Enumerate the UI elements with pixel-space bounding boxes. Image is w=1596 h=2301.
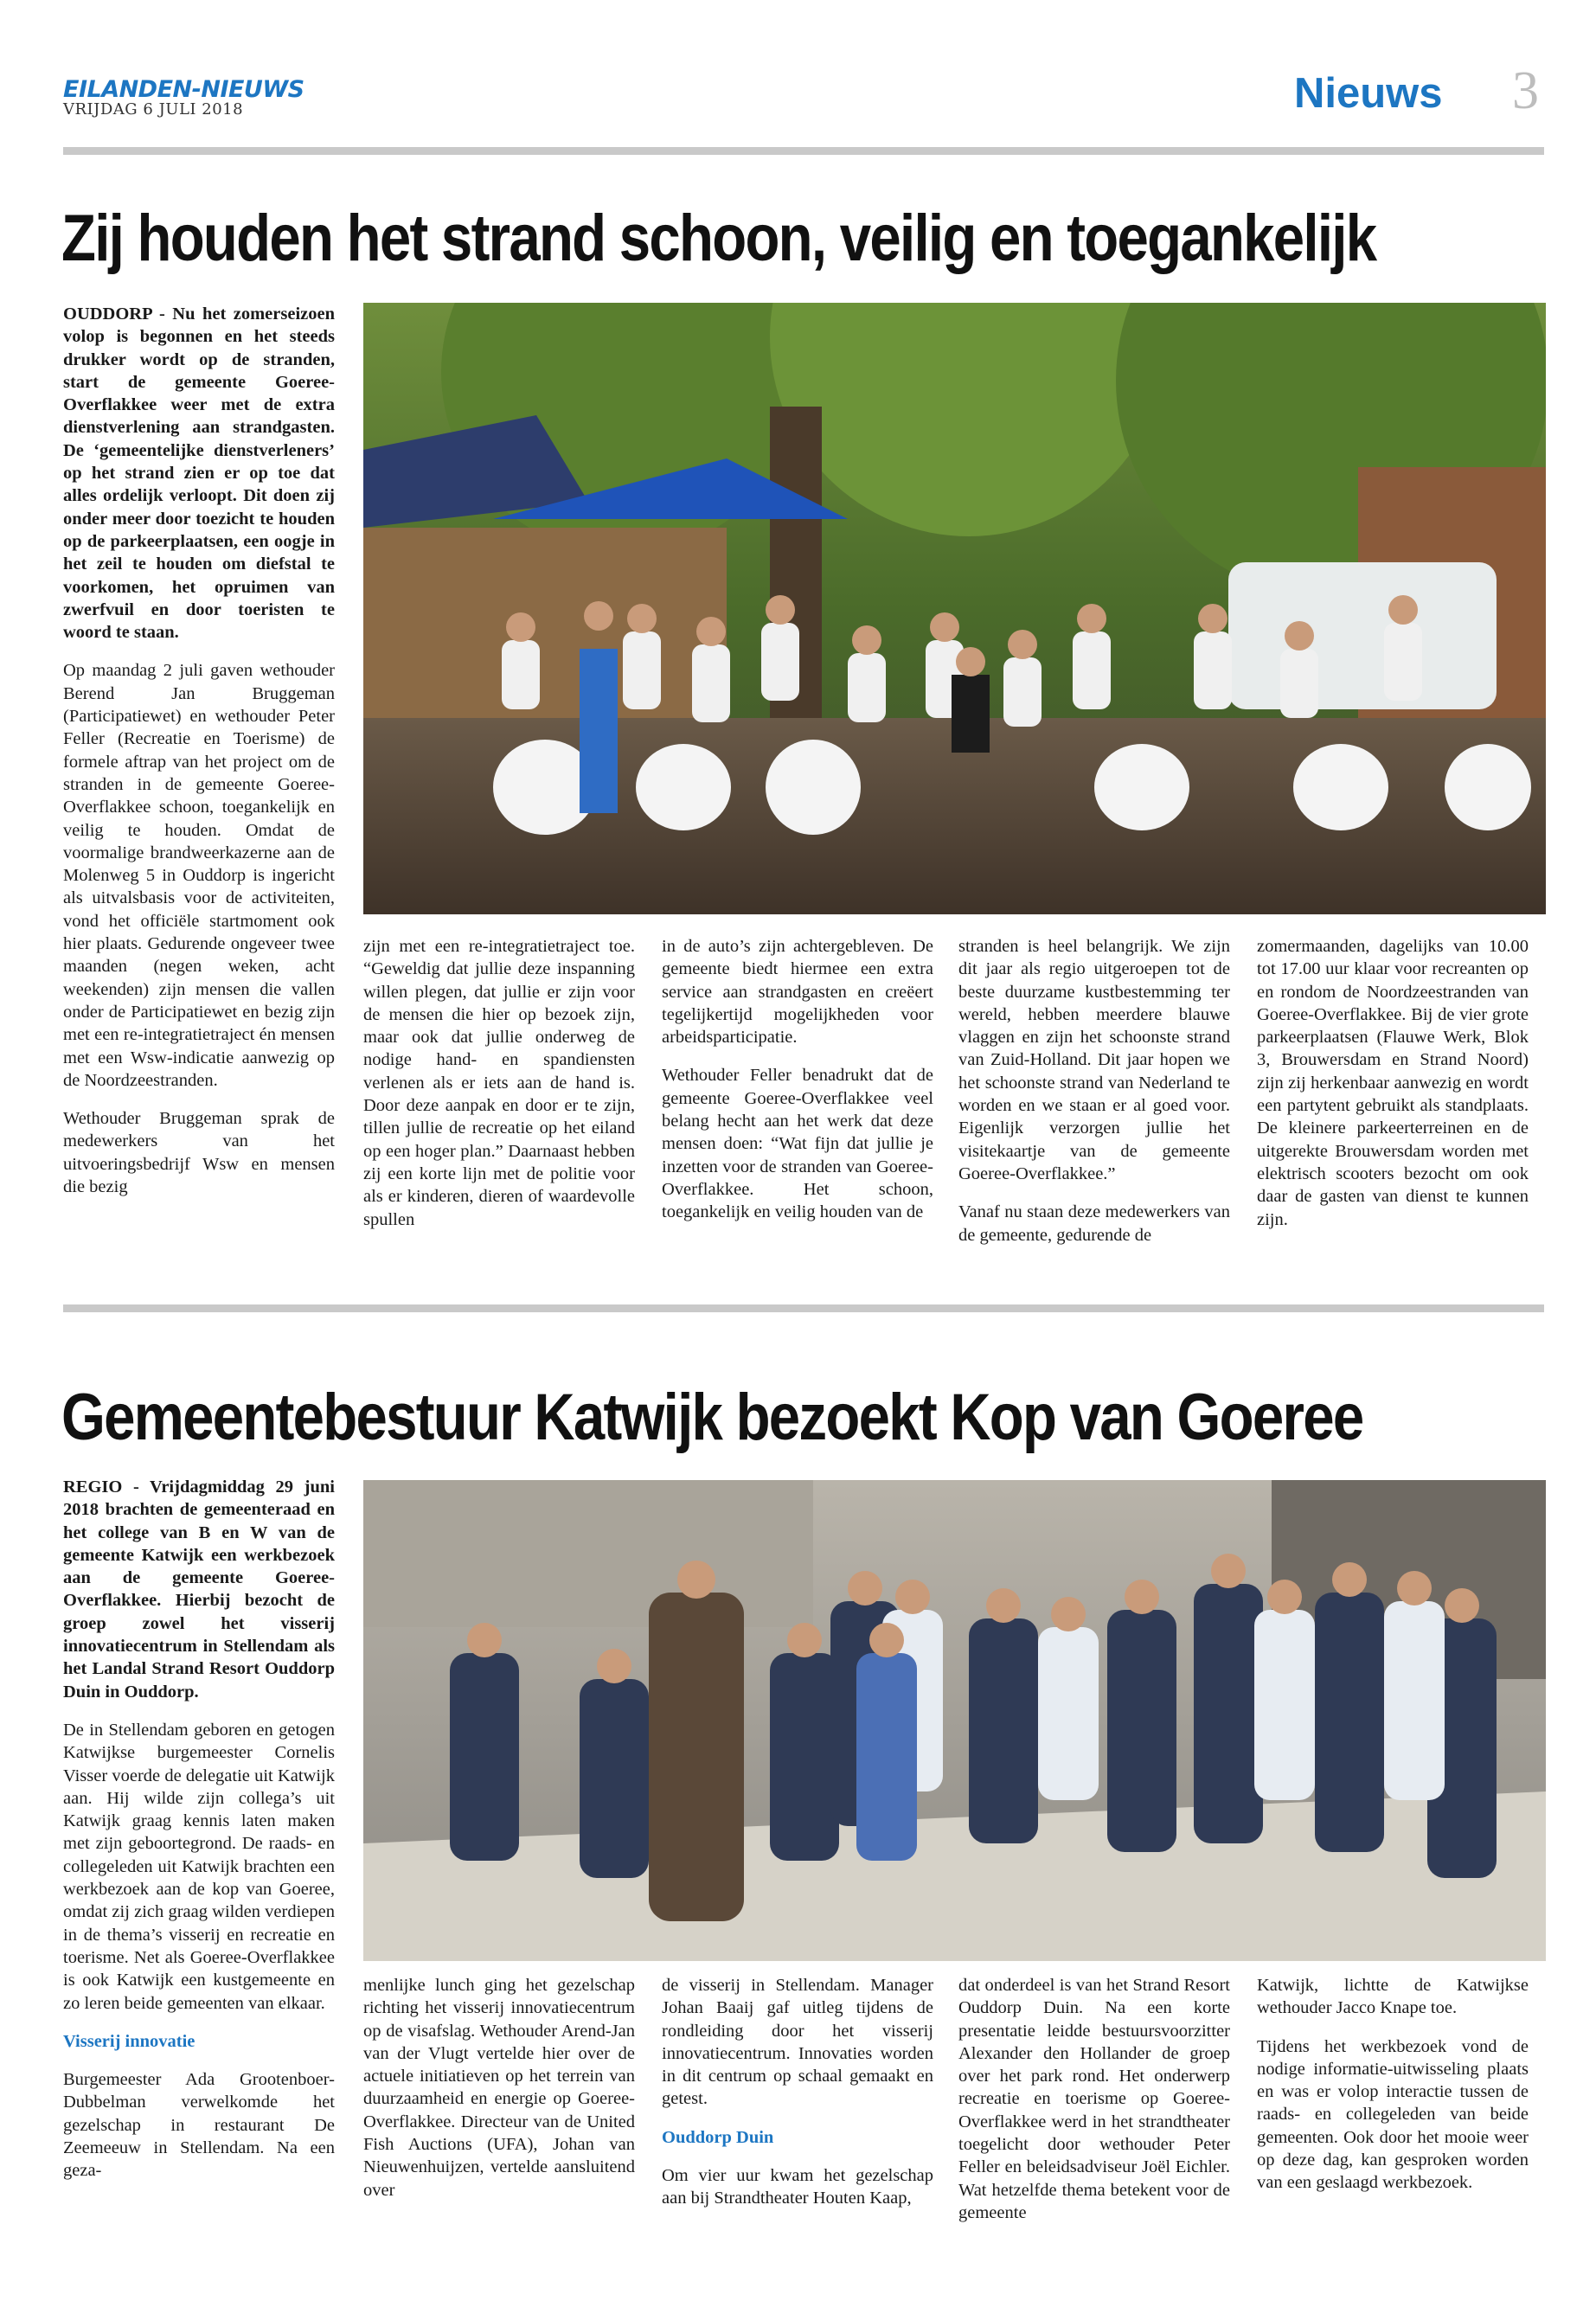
article2-column-3 — [662, 1974, 933, 2226]
top-rule — [63, 147, 1544, 155]
article1-headline: Zij houden het strand schoon, veilig en toegankelijk — [61, 202, 1376, 275]
article2-paragraph: de visserij in Stellendam. Manager Johan Baaij gaf uitleg tijdens de rondleiding door het visserij innovatiecentrum. Innovaties worden in dit centrum op schaal gemaakt en getest. — [662, 1976, 933, 2109]
article1-column-2 — [363, 935, 635, 1247]
article2-lead: REGIO - Vrijdagmiddag 29 juni 2018 brachten de gemeenteraad en het college van B en W van de gemeente Katwijk een werkbezoek aan de gemeente Goeree-Overflakkee. Hierbij bezocht de groep zowel het visserij innovatiecentrum in Stellendam als het Landal Strand Resort Ouddorp Duin in Ouddorp. — [63, 1477, 335, 1702]
article2-headline: Gemeentebestuur Katwijk bezoekt Kop van Goeree — [61, 1381, 1363, 1454]
article2-column-5 — [1257, 1974, 1529, 2210]
article2-paragraph: Burgemeester Ada Grootenboer-Dubbelman verwelkomde het gezelschap in restaurant De Zeemeeuw in Stellendam. Na een geza- — [63, 2070, 335, 2181]
scooter-team-photo — [363, 303, 1546, 914]
article1-column-3 — [662, 935, 933, 1240]
article1-paragraph: zijn met een re-integratietraject toe. “Geweldig dat jullie deze inspanning willen plegen, dat jullie er zijn voor de mensen die hier op bezoek zijn, maar ook dat jullie onderweg de nodige hand- en spandiensten verlenen als er iets aan de hand is. Door deze aanpak en door er te zijn, tillen jullie de recreatie op het eiland op een hoger plan.” Daarnaast hebben zij een korte lijn met de politie voor als er kinderen, dieren of waardevolle spullen — [363, 937, 635, 1229]
article1-column-5 — [1257, 935, 1529, 1247]
article2-photo — [363, 1480, 1546, 1961]
article2-paragraph: Om vier uur kwam het gezelschap aan bij Strandtheater Houten Kaap, — [662, 2166, 933, 2208]
article2-paragraph: dat onderdeel is van het Strand Resort Ouddorp Duin. Na een korte presentatie leidde bestuursvoorzitter Alexander den Hollander de groep over het park rond. Het onderwerp recreatie en toerisme op Goeree-Overflakkee werd in het strandtheater toegelicht door wethouder Peter Feller en beleidsadviseur Joël Eichler. Wat hetzelfde thema betekent voor de gemeente — [958, 1976, 1230, 2222]
article2-column-1 — [63, 1476, 335, 2198]
article2-column-4 — [958, 1974, 1230, 2240]
article2-paragraph: Katwijk, lichtte de Katwijkse wethouder Jacco Knape toe. — [1257, 1976, 1529, 2018]
article1-paragraph: Op maandag 2 juli gaven wethouder Berend Jan Bruggeman (Participatiewet) en wethouder Peter Feller (Recreatie en Toerisme) de formele aftrap van het project om de stranden in de gemeente Goeree-Overflakkee schoon, toegankelijk en veilig te houden. Omdat de voormalige brandweerkazerne aan de Molenweg 5 in Ouddorp is ingericht als uitvalsbasis voor de activiteiten, vond het officiële startmoment ook hier plaats. Gedurende ongeveer twee maanden (negen weken, acht weekenden) zijn mensen die vallen onder de Participatiewet en bezig zijn met een re-integratietraject én mensen met een Wsw-indicatie aanwezig op de Noordzeestranden. — [63, 661, 335, 1090]
article2-subheading: Ouddorp Duin — [662, 2127, 774, 2147]
section-rule — [63, 1304, 1544, 1312]
article1-paragraph: stranden is heel belangrijk. We zijn dit jaar als regio uitgeroepen tot de beste duurzame kustbestemming ter wereld, hebben meerdere blauwe vlaggen en zijn het schoonste strand van Zuid-Holland. Dit jaar hopen we het schoonste strand van Nederland te worden en we staan er al goed voor. Eigenlijk verzorgen jullie het visitekaartje van de gemeente Goeree-Overflakkee.” — [958, 937, 1230, 1183]
article1-lead: OUDDORP - Nu het zomerseizoen volop is begonnen en het steeds drukker wordt op de stranden, start de gemeente Goeree-Overflakkee weer met de extra dienstverlening aan strandgasten. De ‘gemeentelijke dienstverleners’ op het strand zien er op toe dat alles ordelijk verloopt. Dit doen zij onder meer door toezicht te houden op de parkeerplaatsen, een oogje in het zeil te houden om diefstal te voorkomen, het opruimen van zwerfvuil en door toeristen te woord te staan. — [63, 304, 335, 643]
article2-paragraph: menlijke lunch ging het gezelschap richting het visserij innovatiecentrum op de visafslag. Wethouder Arend-Jan van der Vlugt vertelde hier over de actuele initiatieven op het terrein van duurzaamheid en energie op Goeree-Overflakkee. Directeur van de United Fish Auctions (UFA), Johan van Nieuwenhuijzen, vertelde aansluitend over — [363, 1976, 635, 2200]
article1-column-1 — [63, 303, 335, 1214]
article1-paragraph: zomermaanden, dagelijks van 10.00 tot 17.00 uur klaar voor recreanten op en rondom de Noordzeestranden van Goeree-Overflakkee. Bij de vier grote parkeerplaatsen (Flauwe Werk, Blok 3, Brouwersdam en Strand Noord) zijn zij herkenbaar aanwezig en wordt een partytent gebruikt als standplaats. De kleinere parkeerterreinen en de uitgerekte Brouwersdam worden met elektrisch scooters bezocht om ook daar de gasten van dienst te kunnen zijn. — [1257, 937, 1529, 1229]
article1-paragraph: Wethouder Feller benadrukt dat de gemeente Goeree-Overflakkee veel belang hecht aan het werk dat deze mensen doen: “Wat fijn dat jullie je inzetten voor de stranden van Goeree-Overflakkee. Het schoon, toegankelijk en veilig houden van de — [662, 1066, 933, 1222]
delegation-group-photo — [363, 1480, 1546, 1961]
article2-paragraph: De in Stellendam geboren en getogen Katwijkse burgemeester Cornelis Visser voerde de delegatie uit Katwijk aan. Hij wilde zijn collega’s uit Katwijk graag kennis laten maken met zijn geboortegrond. De raads- en collegeleden uit Katwijk brachten een werkbezoek aan de kop van Goeree, omdat zij zich graag wilden verdiepen in de thema’s visserij en recreatie en toerisme. Net als Goeree-Overflakkee is ook Katwijk een kustgemeente en zo leren beide gemeenten van elkaar. — [63, 1720, 335, 2013]
masthead-logo: EILANDEN-NIEUWS — [63, 76, 304, 103]
issue-date: VRIJDAG 6 JULI 2018 — [63, 100, 244, 119]
article2-subheading: Visserij innovatie — [63, 2031, 195, 2051]
article1-paragraph: Vanaf nu staan deze medewerkers van de gemeente, gedurende de — [958, 1202, 1230, 1245]
article1-paragraph: in de auto’s zijn achtergebleven. De gemeente biedt hiermee een extra service aan strandgasten en creëert tegelijkertijd mogelijkheden voor arbeidsparticipatie. — [662, 937, 933, 1048]
section-title: Nieuws — [1294, 70, 1443, 117]
article2-paragraph: Tijdens het werkbezoek vond de nodige informatie-uitwisseling plaats en was er volop interactie tussen de raads- en collegeleden van beide gemeenten. Ook door het mooie weer op deze dag, kan gesproken worden van een geslaagd werkbezoek. — [1257, 2036, 1529, 2193]
page-number: 3 — [1512, 61, 1539, 120]
article2-column-2 — [363, 1974, 635, 2217]
article1-photo — [363, 303, 1546, 914]
article1-paragraph: Wethouder Bruggeman sprak de medewerkers van het uitvoeringsbedrijf Wsw en mensen die bezig — [63, 1109, 335, 1196]
article1-column-4 — [958, 935, 1230, 1262]
